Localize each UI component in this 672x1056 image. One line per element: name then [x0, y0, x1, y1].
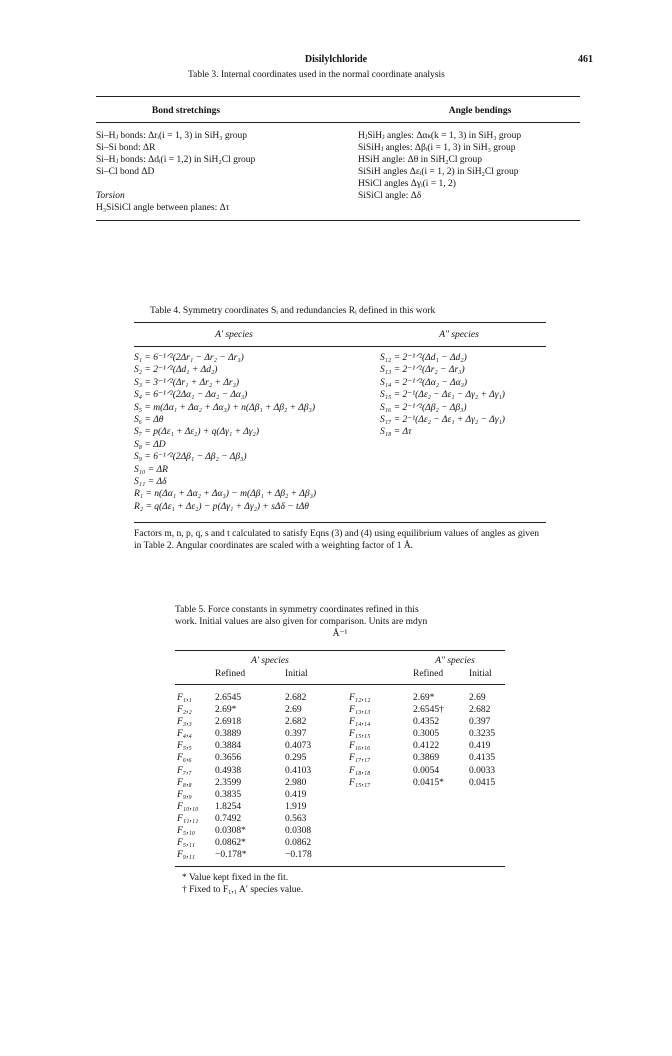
initial-value: 0.0415	[469, 777, 496, 788]
force-constant-row	[175, 813, 345, 825]
table3-head-rule	[96, 122, 580, 123]
refined-value: 2.69*	[215, 705, 237, 716]
force-constant-row	[345, 716, 505, 728]
force-constant-label: F₁₄,₁₄	[349, 717, 371, 728]
initial-value: 0.397	[469, 717, 491, 728]
running-title: Disilylchloride	[304, 54, 368, 65]
table3-left-column	[96, 130, 255, 214]
table3-right-item: SiSiH angles Δεᵢ(i = 1, 2) in SiH₂Cl group	[358, 167, 519, 177]
initial-value: 0.563	[285, 813, 307, 824]
symmetry-coordinate: S₁₄ = 2⁻¹ᐟ²(Δα₂ − Δα₃)	[380, 377, 468, 388]
table3-right-item: HSiCl angles Δγᵢ(i = 1, 2)	[358, 179, 456, 189]
initial-value: 0.4135	[469, 753, 496, 764]
initial-value: 0.4103	[285, 765, 312, 776]
symmetry-coordinate: S₁₅ = 2⁻¹(Δε₂ − Δε₁ − Δγ₂ + Δγ₁)	[380, 390, 505, 401]
table5-caption	[175, 604, 505, 640]
refined-value: 2.69*	[413, 693, 435, 703]
initial-value: 0.0033	[469, 765, 496, 776]
refined-value: 2.3599	[215, 777, 242, 788]
table3-right-item: SiSiHⱼ angles: Δβᵢ(i = 1, 3) in SiH₃ group	[358, 143, 516, 153]
table4-bottom-rule	[134, 522, 546, 523]
force-constant-row	[345, 740, 505, 752]
force-constant-label: F₁₀,₁₀	[177, 801, 199, 812]
footnote: * Value kept fixed in the fit.	[182, 873, 289, 883]
table3-top-rule	[96, 96, 580, 97]
force-constant-label: F₆,₆	[177, 753, 192, 764]
table3-caption: Table 3. Internal coordinates used in the normal coordinate analysis	[188, 70, 445, 80]
force-constant-label: F₂,₂	[177, 705, 192, 716]
force-constant-row	[175, 752, 345, 764]
refined-value: 0.0862*	[215, 838, 246, 849]
refined-value: 0.3889	[215, 729, 242, 740]
force-constant-row	[175, 825, 345, 837]
redundancy: R₂ = q(Δε₁ + Δε₂) − p(Δγ₁ + Δγ₂) + sΔδ − tΔθ	[134, 501, 309, 512]
table5-left-block	[175, 692, 345, 861]
initial-value: 1.919	[285, 801, 307, 812]
refined-value: 0.7492	[215, 813, 242, 824]
symmetry-coordinate: S₁₃ = 2⁻¹ᐟ²(Δr₂ − Δr₃)	[380, 365, 465, 376]
symmetry-coordinate: S₁₂ = 2⁻¹ᐟ²(Δd₁ − Δd₂)	[380, 353, 467, 363]
initial-value: 2.980	[285, 777, 307, 788]
table5-sub-initial: Initial	[285, 669, 308, 679]
table3-col-right: Angle bendings	[448, 106, 512, 116]
refined-value: 1.8254	[215, 801, 242, 812]
footnote: † Fixed to F₁,₁ A′ species value.	[182, 885, 304, 895]
table3-left-item: Si–Si bond: ΔR	[96, 143, 156, 153]
symmetry-coordinate: S₃ = 3⁻¹ᐟ²(Δr₁ + Δr₂ + Δr₃)	[134, 377, 240, 388]
initial-value: 2.682	[469, 705, 491, 716]
initial-value: 2.682	[285, 717, 307, 728]
force-constant-row	[175, 777, 345, 789]
table3-right-item: HSiH angle: Δθ in SiH₂Cl group	[358, 155, 483, 165]
initial-value: 0.0862	[285, 838, 312, 849]
force-constant-row	[345, 728, 505, 740]
symmetry-coordinate: S₇ = p(Δε₁ + Δε₂) + q(Δγ₁ + Δγ₂)	[134, 427, 259, 438]
force-constant-row	[175, 765, 345, 777]
table5-group-right: A″ species	[435, 656, 475, 666]
refined-value: 0.0415*	[413, 777, 444, 788]
force-constant-row	[345, 777, 505, 789]
force-constant-row	[175, 692, 345, 704]
table5-bottom-rule	[175, 866, 505, 867]
symmetry-coordinate: S₁₆ = 2⁻¹ᐟ²(Δβ₂ − Δβ₃)	[380, 402, 467, 413]
table3-right-item: SiSiCl angle: Δδ	[358, 191, 422, 201]
refined-value: −0.178*	[215, 850, 247, 861]
force-constant-label: F₅,₁₀	[177, 826, 196, 837]
refined-value: 2.6545	[215, 693, 242, 703]
table5-sub-refined: Refined	[215, 669, 246, 679]
initial-value: 2.682	[285, 693, 307, 703]
initial-value: 0.419	[469, 741, 491, 752]
table5-top-rule	[175, 650, 505, 651]
table3-left-item	[96, 178, 255, 190]
refined-value: 2.6545†	[413, 705, 444, 716]
force-constant-label: F₇,₇	[177, 765, 192, 776]
initial-value: −0.178	[285, 850, 312, 861]
symmetry-coordinate: S₂ = 2⁻¹ᐟ²(Δd₁ + Δd₂)	[134, 365, 218, 376]
symmetry-coordinate: S₁ = 6⁻¹ᐟ²(2Δr₁ − Δr₂ − Δr₃)	[134, 353, 244, 363]
table5-group-left: A′ species	[251, 656, 289, 666]
refined-value: 2.6918	[215, 717, 242, 728]
force-constant-label: F₁,₁	[177, 693, 192, 703]
table5-caption-line: Table 5. Force constants in symmetry coordinates refined in this	[175, 605, 419, 615]
refined-value: 0.4938	[215, 765, 242, 776]
table4-note: Factors m, n, p, q, s and t calculated to satisfy Eqns (3) and (4) using equilibrium values of angles as given in Table 2. Angular coordinates are scaled with a weighting factor of 1 Å.	[134, 529, 539, 551]
force-constant-label: F₃,₃	[177, 717, 192, 728]
table4-top-rule	[134, 322, 546, 323]
table3-right-column	[358, 130, 521, 202]
refined-value: 0.3835	[215, 789, 242, 800]
table3-left-item: H₃SiSiCl angle between planes: Δτ	[96, 203, 230, 213]
table5-caption-line: Å⁻¹	[332, 629, 348, 639]
symmetry-coordinate: S₁₇ = 2⁻¹(Δε₂ − Δε₁ + Δγ₂ − Δγ₁)	[380, 414, 505, 425]
refined-value: 0.3656	[215, 753, 242, 764]
force-constant-label: F₁₃,₁₃	[349, 705, 371, 716]
force-constant-row	[345, 704, 505, 716]
force-constant-label: F₉,₁₁	[177, 850, 196, 861]
table4-right-column	[380, 352, 505, 439]
table4-left-column	[134, 352, 316, 513]
symmetry-coordinate: S₅ = m(Δα₁ + Δα₂ + Δα₃) + n(Δβ₁ + Δβ₂ + Δβ₃)	[134, 402, 316, 413]
initial-value: 0.295	[285, 753, 307, 764]
force-constant-label: F₁₁,₁₁	[177, 813, 199, 824]
symmetry-coordinate: S₄ = 6⁻¹ᐟ²(2Δα₁ − Δα₂ − Δα₃)	[134, 390, 248, 401]
force-constant-label: F₄,₄	[177, 729, 192, 740]
table3-left-item: Si–Hⱼ bonds: Δdᵢ(i = 1,2) in SiH₂Cl group	[96, 155, 256, 165]
force-constant-row	[175, 837, 345, 849]
table5-caption-line: work. Initial values are also given for comparison. Units are mdyn	[175, 617, 428, 627]
table5-head-rule	[175, 684, 505, 685]
initial-value: 2.69	[469, 693, 486, 703]
initial-value: 0.3235	[469, 729, 496, 740]
force-constant-row	[175, 801, 345, 813]
refined-value: 0.3869	[413, 753, 440, 764]
force-constant-row	[175, 849, 345, 861]
force-constant-label: F₁₂,₁₂	[349, 693, 371, 703]
page-number: 461	[578, 54, 593, 65]
redundancy: R₁ = n(Δα₁ + Δα₂ + Δα₃) − m(Δβ₁ + Δβ₂ + Δβ₃)	[134, 489, 317, 500]
table3-col-left: Bond stretchings	[151, 106, 221, 116]
table4-col-right: A″ species	[439, 330, 479, 340]
force-constant-row	[175, 716, 345, 728]
table3-left-item: Si–Hⱼ bonds: Δrᵢ(i = 1, 3) in SiH₃ group	[96, 131, 248, 141]
refined-value: 0.4122	[413, 741, 440, 752]
table5-subheads	[175, 668, 505, 680]
initial-value: 0.0308	[285, 826, 312, 837]
force-constant-label: F₁₅,₁₅	[349, 729, 371, 740]
force-constant-label: F₁₆,₁₆	[349, 741, 371, 752]
force-constant-row	[175, 704, 345, 716]
table5-sub-refined: Refined	[413, 669, 444, 679]
force-constant-label: F₅,₅	[177, 741, 192, 752]
table5-sub-initial: Initial	[469, 669, 492, 679]
refined-value: 0.3005	[413, 729, 440, 740]
table5-right-block	[345, 692, 505, 789]
refined-value: 0.3884	[215, 741, 242, 752]
force-constant-row	[175, 789, 345, 801]
table3-left-item: Si–Cl bond ΔD	[96, 167, 155, 177]
table5-footnotes	[182, 872, 303, 896]
initial-value: 2.69	[285, 705, 302, 716]
force-constant-row	[175, 740, 345, 752]
symmetry-coordinate: S₁₁ = Δδ	[134, 476, 167, 487]
symmetry-coordinate: S₉ = 6⁻¹ᐟ²(2Δβ₁ − Δβ₂ − Δβ₃)	[134, 452, 247, 463]
force-constant-label: F₁₈,₁₈	[349, 765, 371, 776]
refined-value: 0.4352	[413, 717, 440, 728]
force-constant-row	[175, 728, 345, 740]
force-constant-row	[345, 765, 505, 777]
initial-value: 0.4073	[285, 741, 312, 752]
initial-value: 0.397	[285, 729, 307, 740]
table3-bottom-rule	[96, 220, 580, 221]
force-constant-label: F₉,₉	[177, 789, 192, 800]
table3-right-item: HⱼSiHⱼ angles: Δαₖ(k = 1, 3) in SiH₃ group	[358, 131, 522, 141]
table3-torsion-label: Torsion	[96, 191, 125, 201]
force-constant-label: F₁₇,₁₇	[349, 753, 371, 764]
refined-value: 0.0308*	[215, 826, 246, 837]
refined-value: 0.0054	[413, 765, 440, 776]
symmetry-coordinate: S₆ = Δθ	[134, 414, 164, 425]
force-constant-label: F₈,₈	[177, 777, 192, 788]
initial-value: 0.419	[285, 789, 307, 800]
force-constant-row	[345, 752, 505, 764]
force-constant-row	[345, 692, 505, 704]
table4-head-rule	[134, 346, 546, 347]
force-constant-label: F₅,₁₁	[177, 838, 196, 849]
force-constant-label: F₁₅,₁₇	[349, 777, 371, 788]
table4-col-left: A′ species	[215, 330, 253, 340]
symmetry-coordinate: S₁₀ = ΔR	[134, 464, 168, 475]
symmetry-coordinate: S₈ = ΔD	[134, 439, 166, 450]
table4-caption: Table 4. Symmetry coordinates Sᵢ and redundancies Rᵢ defined in this work	[150, 306, 436, 316]
symmetry-coordinate: S₁₈ = Δτ	[380, 427, 412, 438]
